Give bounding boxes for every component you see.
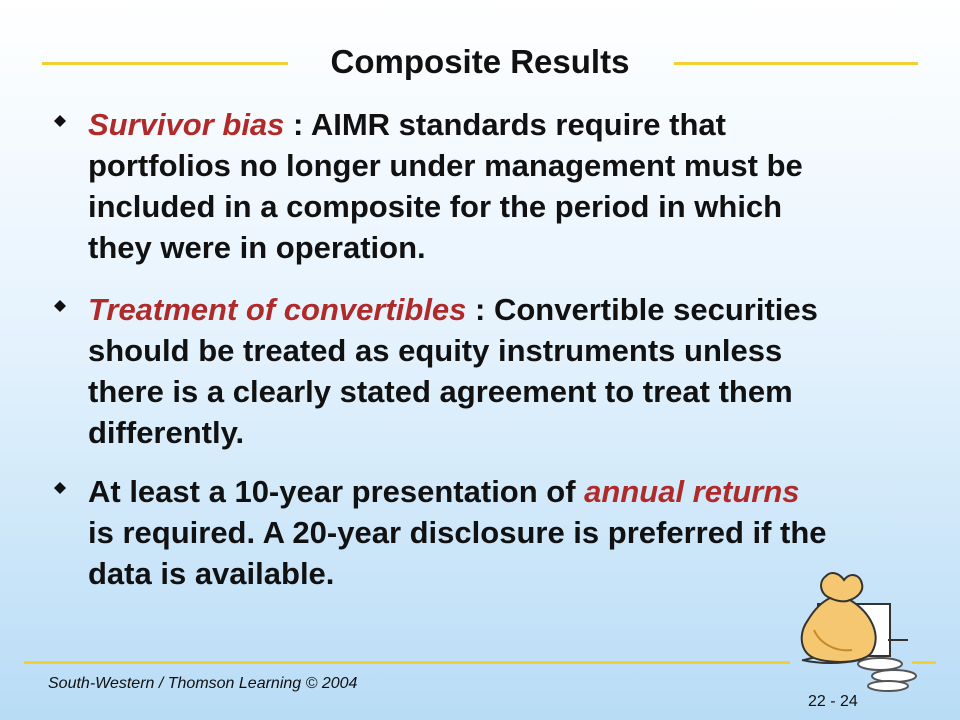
bullet-annual-returns	[50, 471, 850, 594]
diamond-bullet-icon	[54, 300, 66, 312]
slide-number: 22 - 24	[808, 693, 858, 710]
footer-rule-right	[912, 661, 936, 664]
bullet-text: : AIMR standards require that portfolios no longer under management must be included in a composite for the period in which they were in operation.	[88, 107, 803, 265]
bullet-treatment-of-convertibles	[50, 289, 850, 453]
footer-source: South-Western / Thomson Learning © 2004	[48, 675, 358, 692]
diamond-bullet-icon	[54, 115, 66, 127]
bullet-term: Treatment of convertibles	[88, 292, 467, 327]
bullet-text: : Convertible securities should be treated as equity instruments unless there is a clearly stated agreement to treat them differently.	[88, 292, 818, 450]
diamond-bullet-icon	[54, 482, 66, 494]
bullet-term: Survivor bias	[88, 107, 285, 142]
bullet-term: annual returns	[584, 474, 800, 509]
bullet-list	[50, 104, 850, 615]
bullet-survivor-bias	[50, 104, 850, 268]
bullet-lead: At least a 10-year presentation of	[88, 474, 585, 509]
slide-title: Composite Results	[330, 43, 630, 80]
money-bag-icon	[790, 560, 920, 695]
bullet-text: is required. A 20-year disclosure is preferred if the data is available.	[88, 515, 827, 591]
footer-rule-left	[24, 661, 790, 664]
